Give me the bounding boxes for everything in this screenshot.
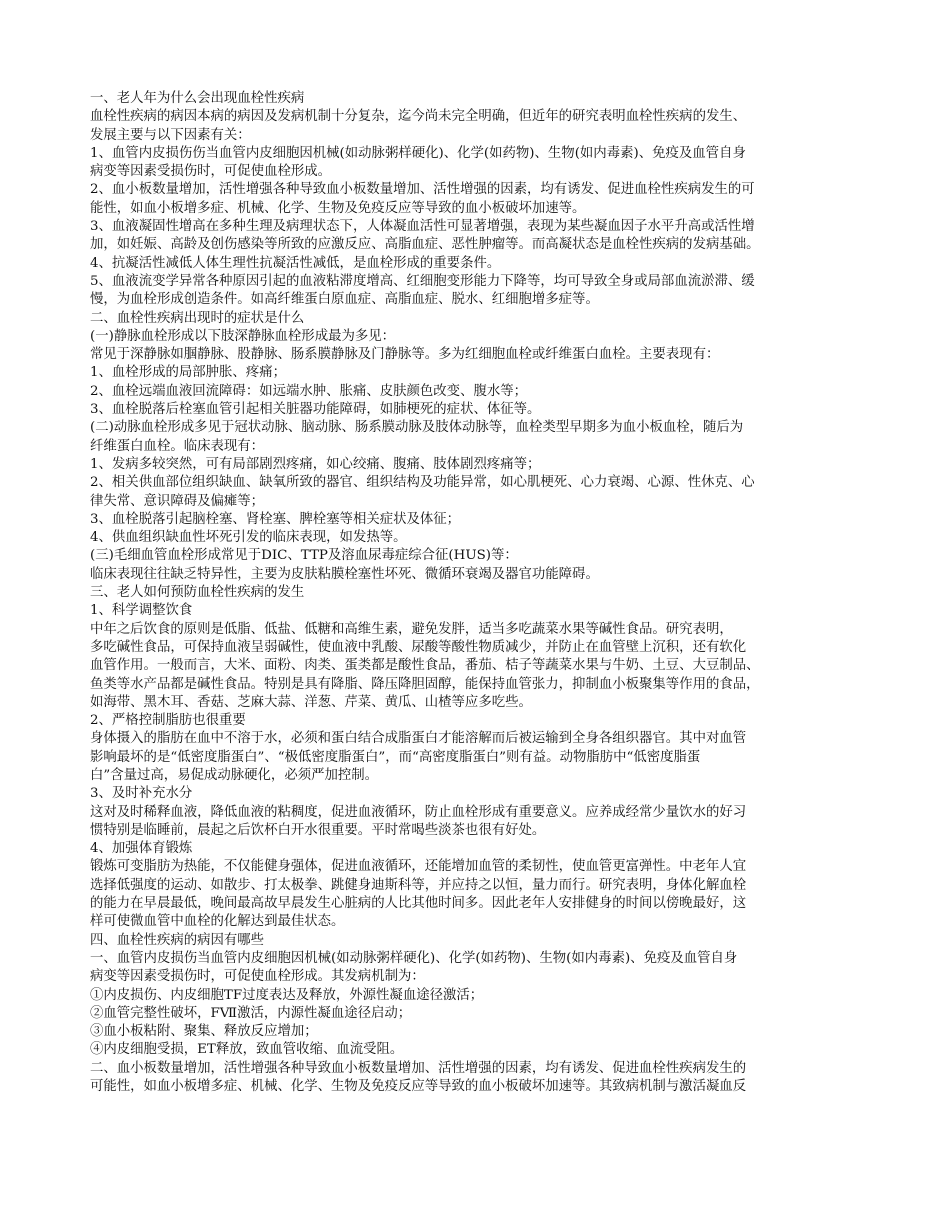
text-line: 锻炼可变脂肪为热能，不仅能健身强体，促进血液循环，还能增加血管的柔韧性，使血管更富弹性。中老年人宜 — [90, 859, 747, 875]
text-line: (三)毛细血管血栓形成常见于DIC、TTP及溶血尿毒症综合征(HUS)等： — [90, 548, 518, 564]
text-line: 一、血管内皮损伤当血管内皮细胞因机械(如动脉粥样硬化)、化学(如药物)、生物(如内毒素)、免疫及血管自身 — [90, 950, 738, 966]
text-line: 5、血液流变学异常各种原因引起的血液粘滞度增高、红细胞变形能力下降等，均可导致全身或局部血流淤滞、缓 — [90, 273, 755, 289]
text-line: 多吃碱性食品，可保持血液呈弱碱性，使血液中乳酸、尿酸等酸性物质减少，并防止在血管壁上沉积，还有软化 — [90, 639, 747, 655]
text-line: 1、血栓形成的局部肿胀、疼痛； — [90, 365, 286, 381]
text-line: 慢，为血栓形成创造条件。如高纤维蛋白原血症、高脂血症、脱水、红细胞增多症等。 — [90, 292, 599, 308]
text-line: 常见于深静脉如腘静脉、股静脉、肠系膜静脉及门静脉等。多为红细胞血栓或纤维蛋白血栓。主要表现有： — [90, 347, 720, 363]
text-line: 一、老人年为什么会出现血栓性疾病 — [90, 91, 305, 106]
text-line: 2、相关供血部位组织缺血、缺氧所致的器官、组织结构及功能异常，如心肌梗死、心力衰竭、心源、性休克、心 — [90, 475, 755, 491]
text-line: 二、血小板数量增加，活性增强各种导致血小板数量增加、活性增强的因素，均有诱发、促进血栓性疾病发生的 — [90, 1060, 747, 1076]
text-line: 病变等因素受损伤时，可促使血栓形成。 — [90, 164, 332, 180]
text-line: 鱼类等水产品都是碱性食品。特别是具有降脂、降压降胆固醇，能保持血管张力，抑制血小板聚集等作用的食品， — [90, 676, 760, 692]
text-line: 的能力在早晨最低，晚间最高故早晨发生心脏病的人比其他时间多。因此老年人安排健身的时间以傍晚最好，这 — [90, 896, 747, 912]
text-line: 血栓性疾病的病因本病的病因及发病机制十分复杂，迄今尚未完全明确，但近年的研究表明血栓性疾病的发生、 — [90, 109, 747, 125]
text-line: 如海带、黑木耳、香菇、芝麻大蒜、洋葱、芹菜、黄瓜、山楂等应多吃些。 — [90, 694, 532, 710]
text-line: 4、供血组织缺血性坏死引发的临床表现，如发热等。 — [90, 530, 407, 546]
text-line: (二)动脉血栓形成多见于冠状动脉、脑动脉、肠系膜动脉及肢体动脉等，血栓类型早期多为血小板血栓，随后为 — [90, 420, 744, 436]
text-line: 加，如妊娠、高龄及创伤感染等所致的应激反应、高脂血症、恶性肿瘤等。而高凝状态是血栓性疾病的发病基础。 — [90, 237, 760, 253]
text-line: ④内皮细胞受损，ET释放，致血管收缩、血流受阻。 — [90, 1042, 404, 1058]
text-line: 白”含量过高，易促成动脉硬化，必须严加控制。 — [90, 767, 379, 783]
text-line: 选择低强度的运动、如散步、打太极拳、跳健身迪斯科等，并应持之以恒，量力而行。研究表明，身体化解血栓 — [90, 877, 747, 893]
text-line: 二、血栓性疾病出现时的症状是什么 — [90, 310, 305, 326]
text-line: 发展主要与以下因素有关： — [90, 127, 251, 143]
text-line: 3、血栓脱落引起脑栓塞、肾栓塞、脾栓塞等相关症状及体征； — [90, 511, 461, 527]
document-body — [90, 90, 862, 1096]
text-line: 四、血栓性疾病的病因有哪些 — [90, 932, 265, 948]
text-line: 2、严格控制脂肪也很重要 — [90, 713, 246, 729]
text-line: 临床表现往往缺乏特异性，主要为皮肤粘膜栓塞性坏死、微循环衰竭及器官功能障碍。 — [90, 566, 599, 582]
text-line: 样可使微血管中血栓的化解达到最佳状态。 — [90, 914, 345, 930]
text-line: 中年之后饮食的原则是低脂、低盐、低糖和高维生素，避免发胖，适当多吃蔬菜水果等碱性食品。研究表明， — [90, 621, 733, 637]
text-line: 纤维蛋白血栓。临床表现有： — [90, 438, 265, 454]
text-line: 身体摄入的脂肪在血中不溶于水，必须和蛋白结合成脂蛋白才能溶解而后被运输到全身各组织器官。其中对血管 — [90, 731, 747, 747]
text-line: 3、及时补充水分 — [90, 786, 193, 802]
text-line: 3、血栓脱落后栓塞血管引起相关脏器功能障碍，如肺梗死的症状、体征等。 — [90, 402, 541, 418]
text-line: 这对及时稀释血液，降低血液的粘稠度，促进血液循环，防止血栓形成有重要意义。应养成经常少量饮水的好习 — [90, 804, 747, 820]
text-line: ②血管完整性破坏，FⅦ激活，内源性凝血途径启动； — [90, 1005, 412, 1021]
text-line: 血管作用。一般而言，大米、面粉、肉类、蛋类都是酸性食品，番茄、桔子等蔬菜水果与牛奶、土豆、大豆制品、 — [90, 658, 760, 674]
text-line: 影响最坏的是“低密度脂蛋白”、“极低密度脂蛋白”，而“高密度脂蛋白”则有益。动物脂肪中“低密度脂蛋 — [90, 749, 701, 765]
text-line: 1、血管内皮损伤伤当血管内皮细胞因机械(如动脉粥样硬化)、化学(如药物)、生物(如内毒素)、免疫及血管自身 — [90, 145, 746, 161]
text-line: 1、科学调整饮食 — [90, 603, 193, 619]
text-line: ③血小板粘附、聚集、释放反应增加； — [90, 1024, 318, 1040]
text-line: 惯特别是临睡前，晨起之后饮杯白开水很重要。平时常喝些淡茶也很有好处。 — [90, 822, 546, 838]
text-line: 病变等因素受损伤时，可促使血栓形成。其发病机制为： — [90, 969, 425, 985]
text-line: 可能性，如血小板增多症、机械、化学、生物及免疫反应等导致的血小板破坏加速等。其致病机制与激活凝血反 — [90, 1079, 747, 1095]
text-line: 3、血液凝固性增高在多种生理及病理状态下，人体凝血活性可显著增强，表现为某些凝血因子水平升高或活性增 — [90, 219, 755, 235]
text-line: 1、发病多较突然，可有局部剧烈疼痛，如心绞痛、腹痛、肢体剧烈疼痛等； — [90, 456, 541, 472]
text-line: 4、抗凝活性减低人体生理性抗凝活性减低，是血栓形成的重要条件。 — [90, 255, 501, 271]
text-line: 能性，如血小板增多症、机械、化学、生物及免疫反应等导致的血小板破坏加速等。 — [90, 200, 586, 216]
text-line: (一)静脉血栓形成以下肢深静脉血栓形成最为多见： — [90, 328, 396, 344]
text-line: 2、血小板数量增加，活性增强各种导致血小板数量增加、活性增强的因素，均有诱发、促进血栓性疾病发生的可 — [90, 182, 755, 198]
text-line: 2、血栓远端血液回流障碍：如远端水肿、胀痛、皮肤颜色改变、腹水等； — [90, 383, 528, 399]
text-line: ①内皮损伤、内皮细胞TF过度表达及释放，外源性凝血途径激活； — [90, 987, 484, 1003]
text-line: 律失常、意识障碍及偏瘫等； — [90, 493, 265, 509]
text-line: 三、老人如何预防血栓性疾病的发生 — [90, 585, 305, 601]
text-line: 4、加强体育锻炼 — [90, 841, 193, 857]
